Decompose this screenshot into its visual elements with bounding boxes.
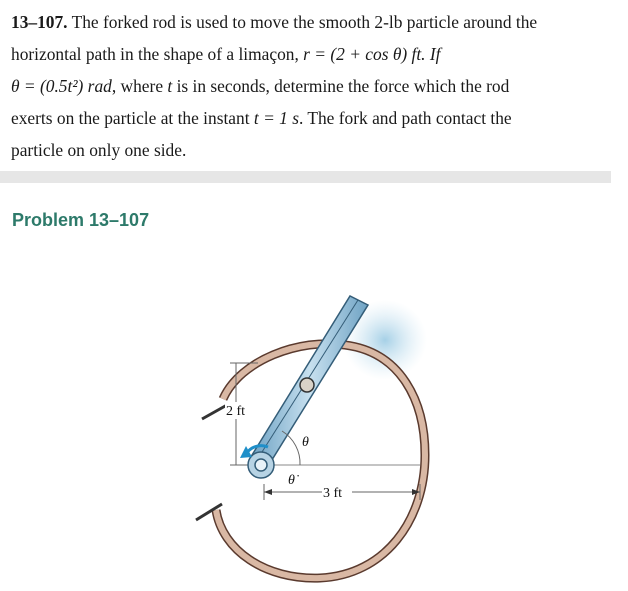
limacon-equation: r = (2 + cos θ) ft. If [303,44,441,64]
problem-line-1: 13–107. The forked rod is used to move the smooth 2-lb particle around the [11,12,538,32]
problem-line-4: exerts on the particle at the instant t = 1 s. The fork and path contact the [11,108,512,128]
label-2ft: 2 ft [226,404,246,419]
problem-line-5: particle on only one side. [11,140,187,160]
figure-heading: Problem 13–107 [12,210,150,230]
label-theta: θ [302,435,309,450]
dim-arrow-left [264,489,272,495]
problem-line-3: θ = (0.5t²) rad, where t is in seconds, determine the force which the rod [11,76,510,96]
time-equation: t = 1 s [253,108,299,128]
pivot-inner [255,459,267,471]
label-3ft: 3 ft [323,486,343,501]
problem-line-2: horizontal path in the shape of a limaçon, r = (2 + cos θ) ft. If [11,44,441,64]
problem-number: 13–107. [11,12,68,32]
theta-equation: θ = (0.5t²) rad [11,76,112,96]
label-theta-dot: θ̇ [288,473,295,488]
rod-slot [262,300,358,452]
path-end-top [202,405,227,419]
particle [300,378,314,392]
